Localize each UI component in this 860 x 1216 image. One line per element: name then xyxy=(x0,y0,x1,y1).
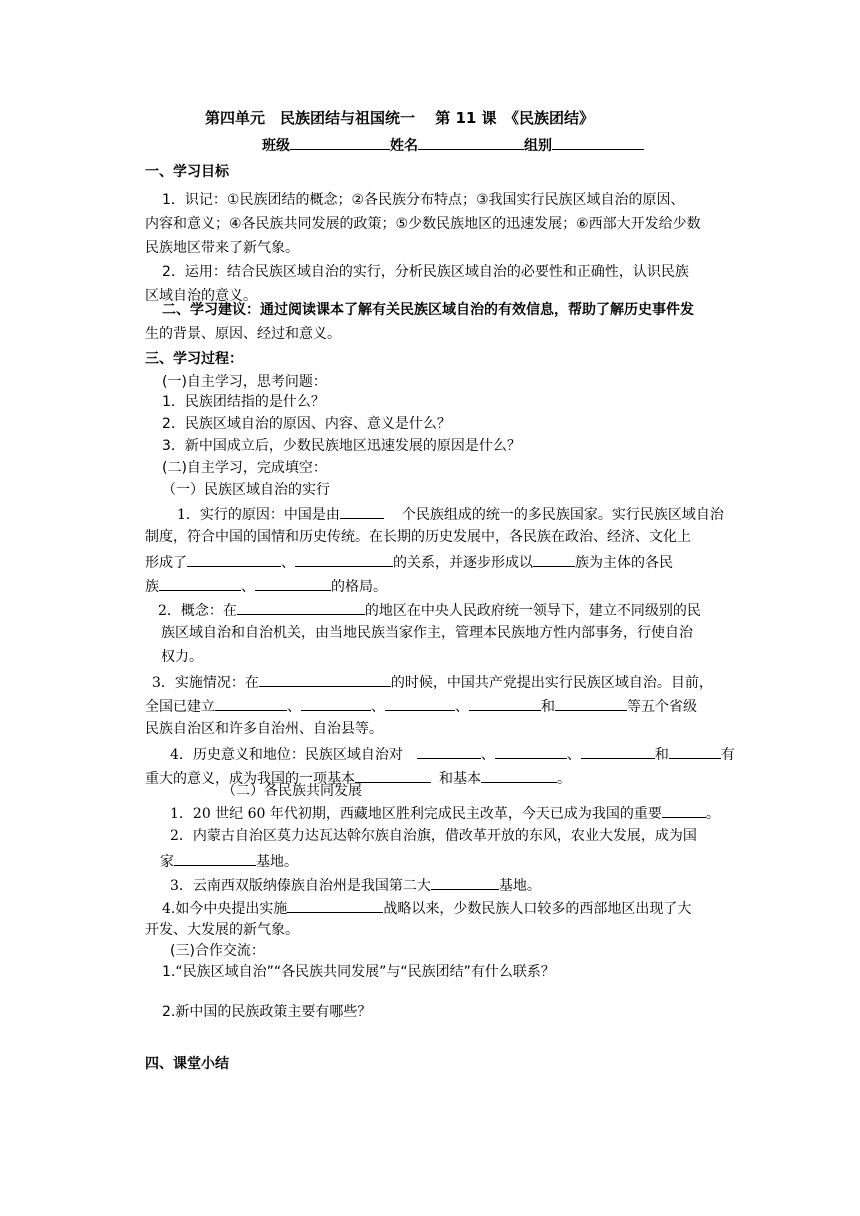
fill-2-text-b: 的地区在中央人民政府统一领导下，建立不同级别的民 xyxy=(364,603,701,619)
dev-1 xyxy=(170,802,720,824)
blank-tibet[interactable] xyxy=(662,802,706,818)
blank-concept-region[interactable] xyxy=(237,599,365,615)
class-blank[interactable] xyxy=(290,134,390,150)
blank-significance-3[interactable] xyxy=(581,743,655,759)
separator: 、 xyxy=(455,699,469,715)
name-label: 姓名 xyxy=(390,138,418,154)
blank-yunnan[interactable] xyxy=(431,874,499,890)
separator: 、 xyxy=(287,699,301,715)
blank-significance-4[interactable] xyxy=(669,743,721,759)
dev-4-line-1 xyxy=(162,897,691,919)
objective-1-line-2: 内容和意义；④各民族共同发展的政策；⑤少数民族地区的迅速发展；⑥西部大开发给少数 xyxy=(145,216,701,232)
cooperation-question-2: 2.新中国的民族政策主要有哪些？ xyxy=(162,1004,372,1020)
blank-region-4[interactable] xyxy=(469,695,541,711)
topic-heading-development: （二）各民族共同发展 xyxy=(222,783,362,799)
separator: 、 xyxy=(480,747,495,763)
fill-1-text-d: 的关系，并逐步形成以 xyxy=(393,555,533,571)
dev-2-text-a: 家 xyxy=(160,854,174,870)
separator: 、 xyxy=(566,747,581,763)
dev-4-text-b: 战略以来，少数民族人口较多的西部地区出现了大 xyxy=(383,901,692,917)
question-1: 1．民族团结指的是什么？ xyxy=(162,394,325,410)
fill-1-line-1 xyxy=(177,503,724,525)
blank-mongolia[interactable] xyxy=(174,850,256,866)
conjunction: 和 xyxy=(654,747,669,763)
student-info-line xyxy=(262,134,644,156)
blank-ethnic-count[interactable] xyxy=(340,503,384,519)
fill-3-line-1 xyxy=(152,671,713,693)
fill-1-text-f: 族 xyxy=(145,579,159,595)
fill-1-text-a: 1．实行的原因：中国是由 xyxy=(177,507,340,523)
period: 。 xyxy=(557,771,571,787)
dev-3-text-b: 基地。 xyxy=(498,878,541,894)
fill-2-line-1 xyxy=(158,599,701,621)
objective-1-line-3: 民族地区带来了新气象。 xyxy=(145,240,299,256)
subsection-heading-cooperation: (三)合作交流： xyxy=(170,943,265,959)
objective-2-line-2: 区域自治的意义。 xyxy=(145,288,257,304)
fill-4-line-1 xyxy=(170,743,735,765)
fill-1-line-4 xyxy=(145,575,387,597)
fill-1-text-e: 族为主体的各民 xyxy=(575,555,673,571)
group-blank[interactable] xyxy=(552,134,644,150)
blank-region-5[interactable] xyxy=(555,695,627,711)
name-blank[interactable] xyxy=(418,134,524,150)
class-label: 班级 xyxy=(262,138,290,154)
fill-3-line-2 xyxy=(145,695,697,717)
dev-2-text-b: 基地。 xyxy=(256,854,298,870)
fill-4-text-c: 重大的意义，成为我国的一项基本 xyxy=(145,771,355,787)
blank-implementation-time[interactable] xyxy=(259,671,391,687)
suggestion-line-2: 生的背景、原因、经过和意义。 xyxy=(145,326,341,342)
dev-3-text-a: 3．云南西双版纳傣族自治州是我国第二大 xyxy=(170,878,431,894)
suggestion-text-1: 二、学习建议：通过阅读课本了解有关民族区域自治的有效信息，帮助了解历史事件发 xyxy=(162,302,694,318)
blank-main-ethnic[interactable] xyxy=(533,551,575,567)
separator: 、 xyxy=(281,555,295,571)
fill-3-text-d: 等五个省级 xyxy=(627,699,697,715)
page-title: 第四单元 民族团结与祖国统一 第 11 课 《民族团结》 xyxy=(205,109,595,127)
fill-1-text-g: 的格局。 xyxy=(331,579,387,595)
cooperation-question-1: 1.“民族区域自治”“各民族共同发展”与“民族团结”有什么联系？ xyxy=(162,964,555,980)
subsection-heading-fill: (二)自主学习，完成填空： xyxy=(162,460,327,476)
fill-4-text-d: 和基本 xyxy=(439,771,481,787)
subsection-heading-questions: (一)自主学习，思考问题： xyxy=(162,374,327,390)
dev-4-line-2: 开发、大发展的新气象。 xyxy=(145,922,299,938)
blank-region-2[interactable] xyxy=(301,695,371,711)
blank-relation-2[interactable] xyxy=(295,551,393,567)
fill-1-line-2: 制度，符合中国的国情和历史传统。在长期的历史发展中，各民族在政治、经济、文化上 xyxy=(145,529,691,545)
fill-2-text-a: 2．概念：在 xyxy=(158,603,237,619)
blank-basic-2[interactable] xyxy=(481,767,557,783)
fill-2-line-2: 族区域自治和自治机关，由当地民族当家作主，管理本民族地方性内部事务，行使自治 xyxy=(161,625,693,641)
blank-basic-1[interactable] xyxy=(355,767,431,783)
section-heading-objectives: 一、学习目标 xyxy=(145,164,229,180)
period: 。 xyxy=(705,806,720,822)
question-3: 3．新中国成立后，少数民族地区迅速发展的原因是什么？ xyxy=(162,438,521,454)
fill-1-text-b: 个民族组成的统一的多民族国家。实行民族区域自治 xyxy=(401,507,724,523)
objective-2-line-1: 2．运用：结合民族区域自治的实行，分析民族区域自治的必要性和正确性，认识民族 xyxy=(162,264,689,280)
blank-region-3[interactable] xyxy=(385,695,455,711)
fill-2-line-3: 权力。 xyxy=(161,649,203,665)
fill-3-text-b: 的时候，中国共产党提出实行民族区域自治。目前， xyxy=(390,675,713,691)
blank-strategy[interactable] xyxy=(287,897,383,913)
section-heading-summary: 四、课堂小结 xyxy=(145,1056,229,1072)
blank-region-1[interactable] xyxy=(215,695,287,711)
fill-1-line-3 xyxy=(145,551,673,573)
fill-3-line-3: 民族自治区和许多自治州、自治县等。 xyxy=(145,721,383,737)
suggestion-line-1 xyxy=(162,300,694,320)
dev-1-text: 1．20 世纪 60 年代初期，西藏地区胜利完成民主改革，今天已成为我国的重要 xyxy=(170,806,662,822)
fill-4-text-b: 有 xyxy=(720,747,735,763)
group-label: 组别 xyxy=(524,138,552,154)
section-heading-process: 三、学习过程： xyxy=(145,351,243,367)
question-2: 2．民族区域自治的原因、内容、意义是什么？ xyxy=(162,416,451,432)
blank-pattern-2[interactable] xyxy=(255,575,331,591)
dev-2-line-2 xyxy=(160,850,298,872)
blank-significance-2[interactable] xyxy=(495,743,567,759)
separator: 、 xyxy=(371,699,385,715)
separator: 、 xyxy=(241,579,255,595)
topic-heading-autonomy: （一）民族区域自治的实行 xyxy=(162,482,330,498)
fill-3-text-c: 全国已建立 xyxy=(145,699,215,715)
dev-3 xyxy=(170,874,541,896)
fill-4-text-a: 4．历史意义和地位：民族区域自治对 xyxy=(170,747,403,763)
dev-4-text-a: 4.如今中央提出实施 xyxy=(162,901,288,917)
objective-1-line-1: 1．识记：①民族团结的概念；②各民族分布特点；③我国实行民族区域自治的原因、 xyxy=(162,192,685,208)
fill-1-text-c: 形成了 xyxy=(145,555,187,571)
blank-significance-1[interactable] xyxy=(417,743,481,759)
conjunction: 和 xyxy=(541,699,555,715)
blank-relation-1[interactable] xyxy=(187,551,281,567)
blank-pattern-1[interactable] xyxy=(159,575,241,591)
dev-2-line-1: 2．内蒙古自治区莫力达瓦达斡尔族自治旗，借改革开放的东风，农业大发展，成为国 xyxy=(170,828,697,844)
fill-3-text-a: 3．实施情况：在 xyxy=(152,675,259,691)
